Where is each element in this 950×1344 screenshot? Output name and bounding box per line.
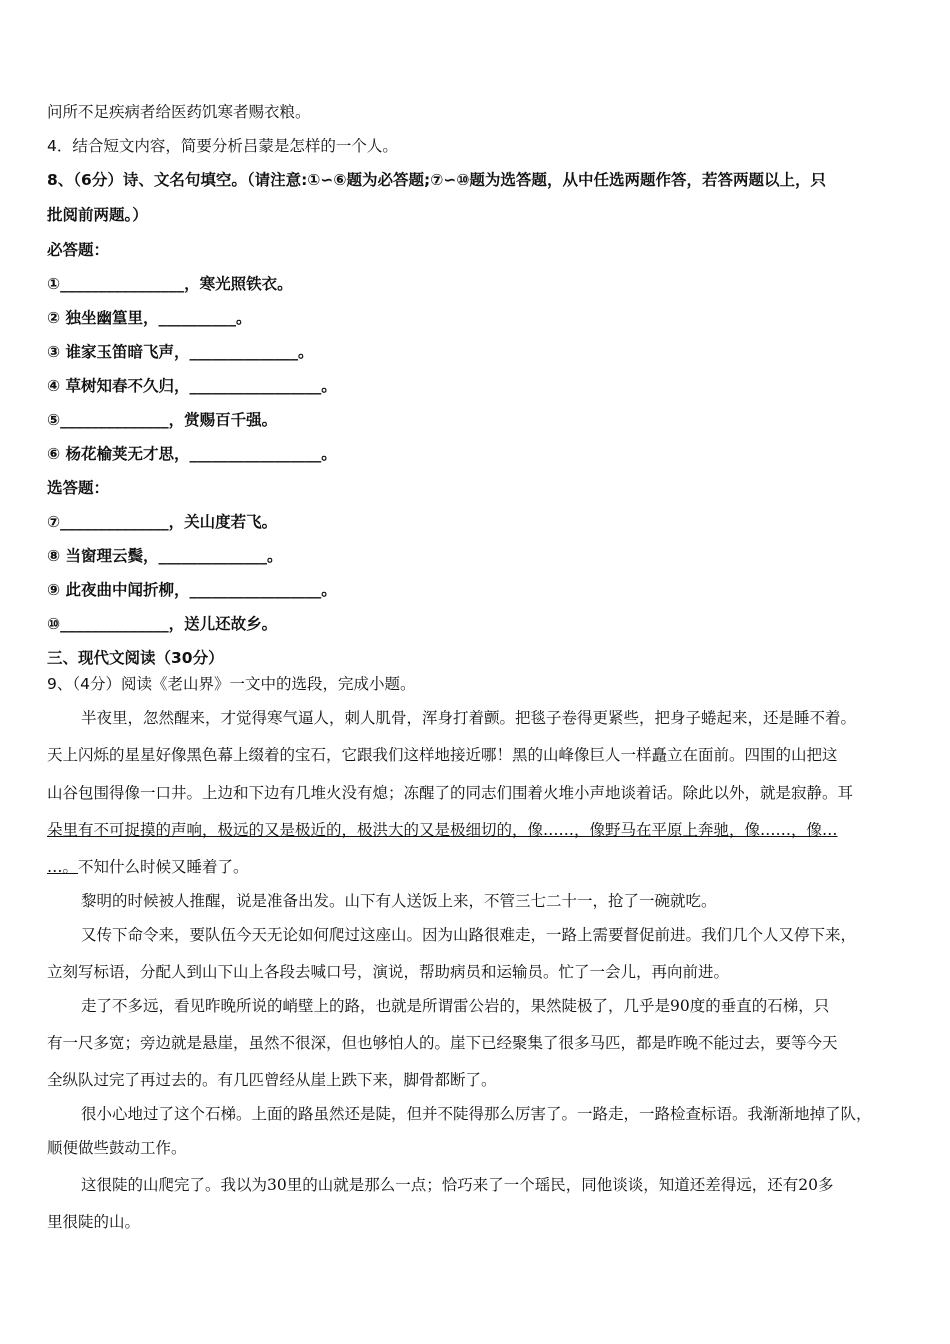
passage-p5-line2: 顺便做些鼓动工作。: [47, 1139, 187, 1157]
passage-p4-line2: 有一尺多宽；旁边就是悬崖，虽然不很深，但也够怕人的。崖下已经聚集了很多马匹，都是昨晚不能过去，要等今天: [47, 1034, 838, 1052]
passage-p1-line2: 天上闪烁的星星好像黑色幕上缀着的宝石，它跟我们这样地接近哪！黑的山峰像巨人一样矗立在面前。四围的山把这: [47, 746, 838, 764]
passage-p1-line5-underlined: …。: [47, 858, 79, 876]
passage-p6-line2: 里很陡的山。: [47, 1213, 141, 1231]
fill-item-7: ⑦______________，关山度若飞。: [47, 513, 278, 531]
passage-p1-line4-underlined: 朵里有不可捉摸的声响，极远的又是极近的，极洪大的又是极细切的，像……，像野马在平原上奔驰，像……，像…: [47, 821, 838, 839]
fill-item-1: ①________________，寒光照铁衣。: [47, 275, 293, 293]
intro-tail-line: 问所不足疾病者给医药饥寒者赐衣粮。: [47, 103, 311, 121]
question-9-header: 9、（4分）阅读《老山界》一文中的选段，完成小题。: [47, 675, 416, 693]
question-4: 4．结合短文内容，简要分析吕蒙是怎样的一个人。: [47, 137, 398, 155]
question-8-header-line1: 8、（6分）诗、文名句填空。（请注意:①∽⑥题为必答题;⑦∽⑩题为选答题，从中任选两题作答，若答两题以上，只: [47, 171, 826, 189]
fill-item-8: ⑧ 当窗理云鬓，______________。: [47, 547, 283, 565]
fill-item-9: ⑨ 此夜曲中闻折柳，_________________。: [47, 581, 337, 599]
passage-p1-line5-rest: 不知什么时候又睡着了。: [78, 858, 249, 876]
required-label: 必答题：: [47, 241, 110, 259]
section-3-title: 三、现代文阅读（30分）: [47, 649, 224, 667]
optional-label: 选答题：: [47, 479, 110, 497]
fill-item-2: ② 独坐幽篁里，__________。: [47, 309, 252, 327]
fill-item-10: ⑩______________，送儿还故乡。: [47, 615, 278, 633]
passage-p1-line3: 山谷包围得像一口井。上边和下边有几堆火没有熄；冻醒了的同志们围着火堆小声地谈着话。除此以外，就是寂静。耳: [47, 784, 854, 802]
fill-item-4: ④ 草树知春不久归，_________________。: [47, 377, 337, 395]
passage-p5-line1: 很小心地过了这个石梯。上面的路虽然还是陡，但并不陡得那么厉害了。一路走，一路检查标语。我渐渐地掉了队，: [81, 1105, 872, 1123]
fill-item-6: ⑥ 杨花榆荚无才思，_________________。: [47, 445, 337, 463]
passage-p6-line1: 这很陡的山爬完了。我以为30里的山就是那么一点；恰巧来了一个瑶民，同他谈谈，知道还差得远，还有20多: [81, 1176, 834, 1194]
fill-item-5: ⑤______________，赏赐百千强。: [47, 411, 278, 429]
question-8-header-line2: 批阅前两题。）: [47, 206, 148, 224]
passage-p1-line1: 半夜里，忽然醒来，才觉得寒气逼人，刺人肌骨，浑身打着颤。把毯子卷得更紧些，把身子蜷起来，还是睡不着。: [81, 709, 857, 727]
passage-p4-line1: 走了不多远，看见昨晚所说的峭壁上的路，也就是所谓雷公岩的，果然陡极了，几乎是90度的垂直的石梯，只: [81, 997, 830, 1015]
passage-p2: 黎明的时候被人推醒，说是准备出发。山下有人送饭上来，不管三七二十一，抢了一碗就吃。: [81, 892, 717, 910]
passage-p3-line1: 又传下命令来，要队伍今天无论如何爬过这座山。因为山路很难走，一路上需要督促前进。我们几个人又停下来，: [81, 926, 857, 944]
passage-p1-line5: [47, 857, 910, 877]
passage-p4-line3: 全纵队过完了再过去的。有几匹曾经从崖上跌下来，脚骨都断了。: [47, 1071, 497, 1089]
passage-p3-line2: 立刻写标语，分配人到山下山上各段去喊口号，演说，帮助病员和运输员。忙了一会儿，再向前进。: [47, 963, 730, 981]
fill-item-3: ③ 谁家玉笛暗飞声，______________。: [47, 343, 314, 361]
